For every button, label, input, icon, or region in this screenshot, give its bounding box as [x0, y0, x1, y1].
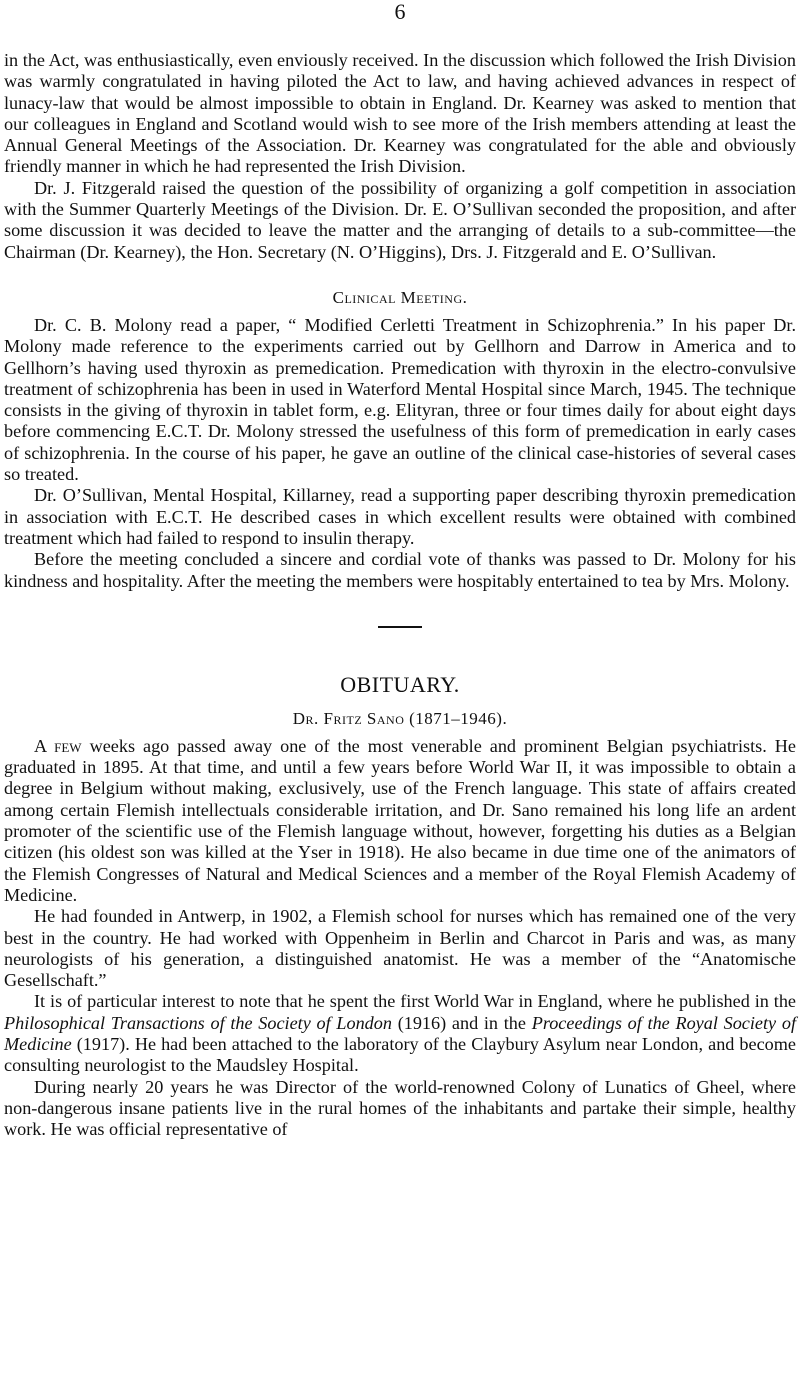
obituary-paragraph-2: He had founded in Antwerp, in 1902, a Flemish school for nurses which has remained one of the very best in the country. He had worked with Oppenheim in Berlin and Charcot in Paris and was, as many neurologists of his generation, a distinguished anatomist. He was a member of the “Anatomische Gesellschaft.” [4, 906, 796, 991]
obituary-subtitle: Dr. Fritz Sano (1871–1946). [292, 708, 508, 728]
division-paragraph-1: in the Act, was enthusiastically, even enviously received. In the discussion which followed the Irish Division was warmly congratulated in having piloted the Act to law, and having achieved advances in respect of lunacy-law that would be almost impossible to obtain in England. Dr. Kearney was asked to mention that our colleagues in England and Scotland would wish to see more of the Irish members attending at least the Annual General Meetings of the Association. Dr. Kearney was congratulated for the able and obviously friendly manner in which he had represented the Irish Division. [4, 50, 796, 177]
clinical-paragraph-3: Before the meeting concluded a sincere and cordial vote of thanks was passed to Dr. Molony for his kindness and hospitality. After the meeting the members were hospitably entertained to tea by Mrs. Molony. [4, 549, 796, 591]
clinical-paragraph-1: Dr. C. B. Molony read a paper, “ Modified Cerletti Treatment in Schizophrenia.” In his paper Dr. Molony made reference to the experiments carried out by Gellhorn and Darrow in America and to Gellhorn’s having used thyroxin as premedication. Premedication with thyroxin in the electro-convulsive treatment of schizophrenia has been in used in Waterford Mental Hospital since March, 1945. The technique consists in the giving of thyroxin in tablet form, e.g. Elityran, three or four times daily for about eight days before commencing E.C.T. Dr. Molony stressed the usefulness of this form of premedication in early cases of schizophrenia. In the course of his paper, he gave an outline of the clinical case-histories of several cases so treated. [4, 314, 796, 485]
page-number: 6 [394, 0, 406, 24]
obituary-paragraph-1 [4, 736, 796, 906]
clinical-meeting-heading: Clinical Meeting. [332, 287, 468, 307]
clinical-meeting-section [4, 287, 796, 592]
obituary-lead-words: A few [34, 735, 82, 756]
clinical-paragraph-2: Dr. O’Sullivan, Mental Hospital, Killarney, read a supporting paper describing thyroxin premedication in association with E.C.T. He described cases in which excellent results were obtained with combined treatment which had failed to respond to insulin therapy. [4, 485, 796, 548]
journal-title-proceedings-rsm: Proceedings of the Royal Society of Medicine [4, 1012, 796, 1054]
journal-page [4, 0, 796, 1140]
division-paragraph-2: Dr. J. Fitzgerald raised the question of the possibility of organizing a golf competition in association with the Summer Quarterly Meetings of the Division. Dr. E. O’Sullivan seconded the proposition, and after some discussion it was decided to leave the matter and the arranging of details to a sub-committee—the Chairman (Dr. Kearney), the Hon. Secretary (N. O’Higgins), Drs. J. Fitzgerald and E. O’Sullivan. [4, 177, 796, 262]
obituary-paragraph-3-text-a: It is of particular interest to note that he spent the first World War in England, where he published in the [34, 991, 796, 1012]
obituary-paragraph-3-text-c: (1917). He had been attached to the laboratory of the Claybury Asylum near London, and become consulting neurologist to the Maudsley Hospital. [4, 1033, 796, 1076]
obituary-title: OBITUARY. [340, 671, 460, 697]
obituary-paragraph-3 [4, 991, 796, 1076]
obituary-section [4, 672, 796, 1141]
obituary-paragraph-4: During nearly 20 years he was Director of the world-renowned Colony of Lunatics of Gheel, where non-dangerous insane patients live in the rural homes of the inhabitants and partake their simple, healthy work. He was official representative of [4, 1076, 796, 1140]
journal-title-philosophical-transactions: Philosophical Transactions of the Society of London [4, 1012, 392, 1033]
obituary-paragraph-3-text-b: (1916) and in the [391, 1012, 532, 1033]
section-divider-rule [378, 626, 422, 628]
irish-division-continuation [4, 50, 796, 263]
obituary-paragraph-1-text: weeks ago passed away one of the most venerable and prominent Belgian psychiatrists. He graduated in 1895. At that time, and until a few years before World War II, it was impossible to obtain a degree in Belgium without making, exclusively, use of the French language. This state of affairs created among certain Flemish intellectuals considerable irritation, and Dr. Sano remained his long life an ardent promoter of the scientific use of the Flemish language without, however, forgetting his duties as a Belgian citizen (his oldest son was killed at the Yser in 1918). He also became in due time one of the animators of the Flemish Congresses of Natural and Medical Sciences and a member of the Royal Flemish Academy of Medicine. [4, 735, 796, 905]
